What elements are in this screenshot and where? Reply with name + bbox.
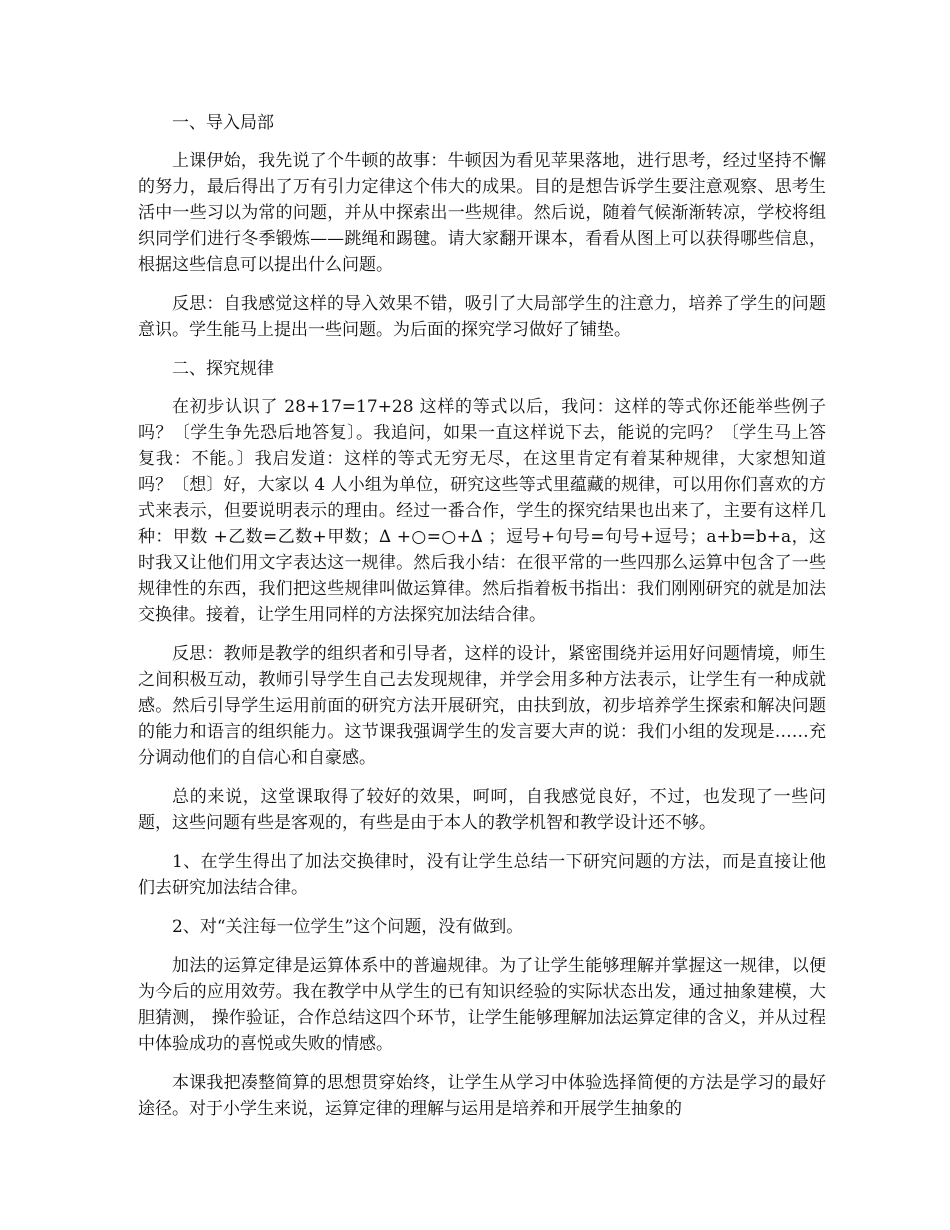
section-heading-explore: 二、探究规律 xyxy=(172,359,274,379)
paragraph-explore-reflection: 反思：教师是教学的组织者和引导者，这样的设计，紧密围绕并运用好问题情境，师生之间积极互动，教师引导学生自己去发现规律，并学会用多种方法表示，让学生有一种成就感。然后引导学生运用前面的研究方法开展研究，由扶到放，初步培养学生探索和解决问题的能力和语言的组织能力。这节课我强调学生的发言要大声的说：我们小组的发现是……充分调动他们的自信心和自豪感。 xyxy=(138,644,826,768)
document-body xyxy=(138,110,826,1135)
paragraph-summary: 总的来说，这堂课取得了较好的效果，呵呵，自我感觉良好，不过，也发现了一些问题，这些问题有些是客观的，有些是由于本人的教学机智和教学设计还不够。 xyxy=(138,787,826,833)
paragraph-explore-process: 在初步认识了 28+17=17+28 这样的等式以后，我问：这样的等式你还能举些例子吗？〔学生争先恐后地答复〕。我追问，如果一直这样说下去，能说的完吗？〔学生马上答复我：不能。〕我启发道：这样的等式无穷无尽，在这里肯定有着某种规律，大家想知道吗？〔想〕好，大家以 4 人小组为单位，研究这些等式里蕴藏的规律，可以用你们喜欢的方式来表示，但要说明表示的理由。经过一番合作，学生的探究结果也出来了，主要有这样几种：甲数 +乙数=乙数+甲数；∆ +○=○+∆ ；逗号+句号=句号+逗号；a+b=b+a，这时我又让他们用文字表达这一规律。然后我小结：在很平常的一些四那么运算中包含了一些规律性的东西，我们把这些规律叫做运算律。然后指着板书指出：我们刚刚研究的就是加法交换律。接着，让学生用同样的方法探究加法结合律。 xyxy=(138,397,826,625)
paragraph-intro-reflection: 反思：自我感觉这样的导入效果不错，吸引了大局部学生的注意力，培养了学生的问题意识。学生能马上提出一些问题。为后面的探究学习做好了铺垫。 xyxy=(138,294,826,340)
paragraph-conclusion: 本课我把凑整简算的思想贯穿始终，让学生从学习中体验选择简便的方法是学习的最好途径。对于小学生来说，运算定律的理解与运用是培养和开展学生抽象的 xyxy=(138,1073,826,1119)
paragraph-issue-1: 1、在学生得出了加法交换律时，没有让学生总结一下研究问题的方法，而是直接让他们去研究加法结合律。 xyxy=(138,852,826,898)
section-heading-intro: 一、导入局部 xyxy=(172,113,274,133)
paragraph-issue-2: 2、对“关注每一位学生”这个问题，没有做到。 xyxy=(172,917,524,937)
paragraph-intro-story: 上课伊始，我先说了个牛顿的故事：牛顿因为看见苹果落地，进行思考，经过坚持不懈的努力，最后得出了万有引力定律这个伟大的成果。目的是想告诉学生要注意观察、思考生活中一些习以为常的问题，并从中探索出一些规律。然后说，随着气候渐渐转凉，学校将组织同学们进行冬季锻炼——跳绳和踢毽。请大家翻开课本，看看从图上可以获得哪些信息，根据这些信息可以提出什么问题。 xyxy=(138,151,826,275)
paragraph-teaching-approach: 加法的运算定律是运算体系中的普遍规律。为了让学生能够理解并掌握这一规律，以便为今后的应用效劳。我在教学中从学生的已有知识经验的实际状态出发，通过抽象建模，大胆猜测， 操作验证，合作总结这四个环节，让学生能够理解加法运算定律的含义，并从过程中体验成功的喜悦或失败的情感。 xyxy=(138,956,826,1054)
